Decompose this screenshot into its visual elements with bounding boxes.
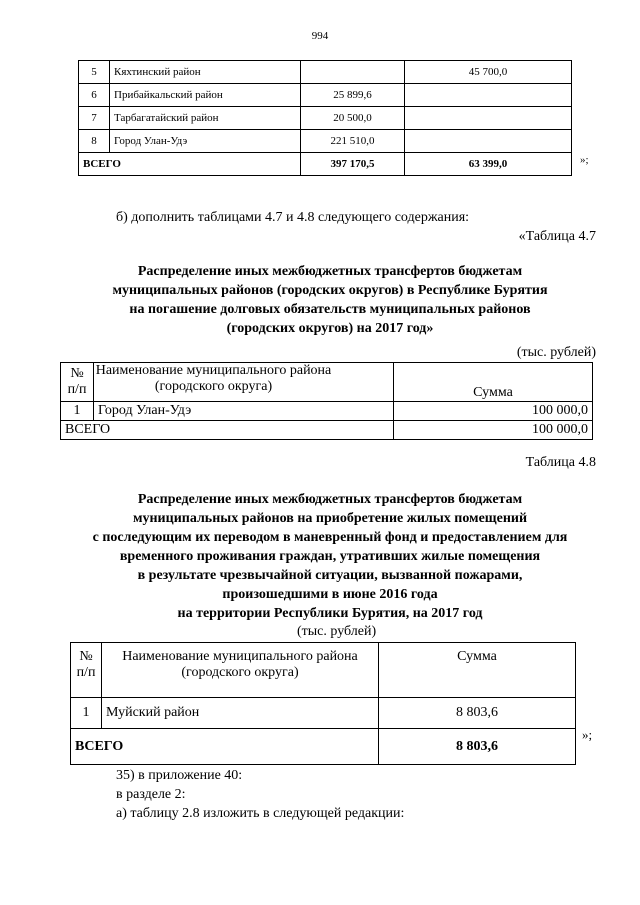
amount-b: [405, 107, 572, 130]
paragraph-a: а) таблицу 2.8 изложить в следующей редакции:: [116, 806, 405, 821]
district-name: Прибайкальский район: [110, 84, 301, 107]
amount-a: 20 500,0: [301, 107, 405, 130]
row-number: 1: [61, 402, 94, 421]
table-4-8: [70, 642, 576, 765]
total-row: [79, 153, 572, 176]
header-sum: Сумма: [379, 643, 576, 698]
total-label: ВСЕГО: [71, 729, 379, 765]
table-4-7: [60, 362, 593, 440]
total-amount: 100 000,0: [394, 421, 593, 440]
row-number: 1: [71, 698, 102, 729]
table-row: [71, 698, 576, 729]
row-number: 8: [79, 130, 110, 153]
amount-b: [405, 130, 572, 153]
table-48-heading: Распределение иных межбюджетных трансфертов бюджетам муниципальных районов на приобретение жилых помещений с последующим их переводом в маневренный фонд и предоставлением для временного проживания граждан, утративших жилые помещения в результате чрезвычайной ситуации, вызванной пожарами, произошедшими в июне 2016 года на территории Республики Бурятия, на 2017 год: [92, 492, 568, 621]
table-47-caption: «Таблица 4.7: [518, 229, 596, 244]
total-label: ВСЕГО: [61, 421, 394, 440]
total-label: ВСЕГО: [79, 153, 301, 176]
district-name: Город Улан-Удэ: [110, 130, 301, 153]
table-47-heading: Распределение иных межбюджетных трансфертов бюджетам муниципальных районов (городских округов) в Республике Бурятия на погашение долговых обязательств муниципальных районов (городских округов) на 2017 год»: [112, 264, 548, 336]
district-name: Тарбагатайский район: [110, 107, 301, 130]
table-header-row: [61, 363, 593, 402]
header-number: № п/п: [71, 643, 102, 698]
table-48-units: (тыс. рублей): [297, 624, 377, 639]
amount: 100 000,0: [394, 402, 593, 421]
table-header-row: [71, 643, 576, 698]
header-name: Наименование муниципального района (городского округа): [102, 643, 379, 698]
amount-a: 221 510,0: [301, 130, 405, 153]
total-row: [71, 729, 576, 765]
header-name: Наименование муниципального района (городского округа): [94, 363, 394, 402]
table-47-units: (тыс. рублей): [516, 345, 596, 360]
table-48-caption: Таблица 4.8: [525, 455, 596, 470]
amount-a: 25 899,6: [301, 84, 405, 107]
table-continuation: [78, 60, 572, 176]
amount-b: [405, 84, 572, 107]
table-row: [79, 107, 572, 130]
table-row: [61, 402, 593, 421]
table-row: [79, 84, 572, 107]
total-amount: 8 803,6: [379, 729, 576, 765]
table-closing-mark: »;: [580, 154, 589, 166]
amount: 8 803,6: [379, 698, 576, 729]
paragraph-section: в разделе 2:: [116, 787, 186, 802]
total-row: [61, 421, 593, 440]
table-closing-mark: »;: [582, 727, 593, 742]
paragraph-35: 35) в приложение 40:: [116, 768, 243, 783]
row-number: 6: [79, 84, 110, 107]
district-name: Город Улан-Удэ: [94, 402, 394, 421]
district-name: Кяхтинский район: [110, 61, 301, 84]
table-row: [79, 61, 572, 84]
district-name: Муйский район: [102, 698, 379, 729]
total-amount-b: 63 399,0: [405, 153, 572, 176]
amount-a: [301, 61, 405, 84]
table-row: [79, 130, 572, 153]
page-number: 994: [311, 30, 329, 42]
row-number: 5: [79, 61, 110, 84]
amount-b: 45 700,0: [405, 61, 572, 84]
row-number: 7: [79, 107, 110, 130]
total-amount-a: 397 170,5: [301, 153, 405, 176]
paragraph-b: б) дополнить таблицами 4.7 и 4.8 следующего содержания:: [116, 210, 470, 225]
header-sum: Сумма: [394, 363, 593, 402]
header-number: № п/п: [61, 363, 94, 402]
